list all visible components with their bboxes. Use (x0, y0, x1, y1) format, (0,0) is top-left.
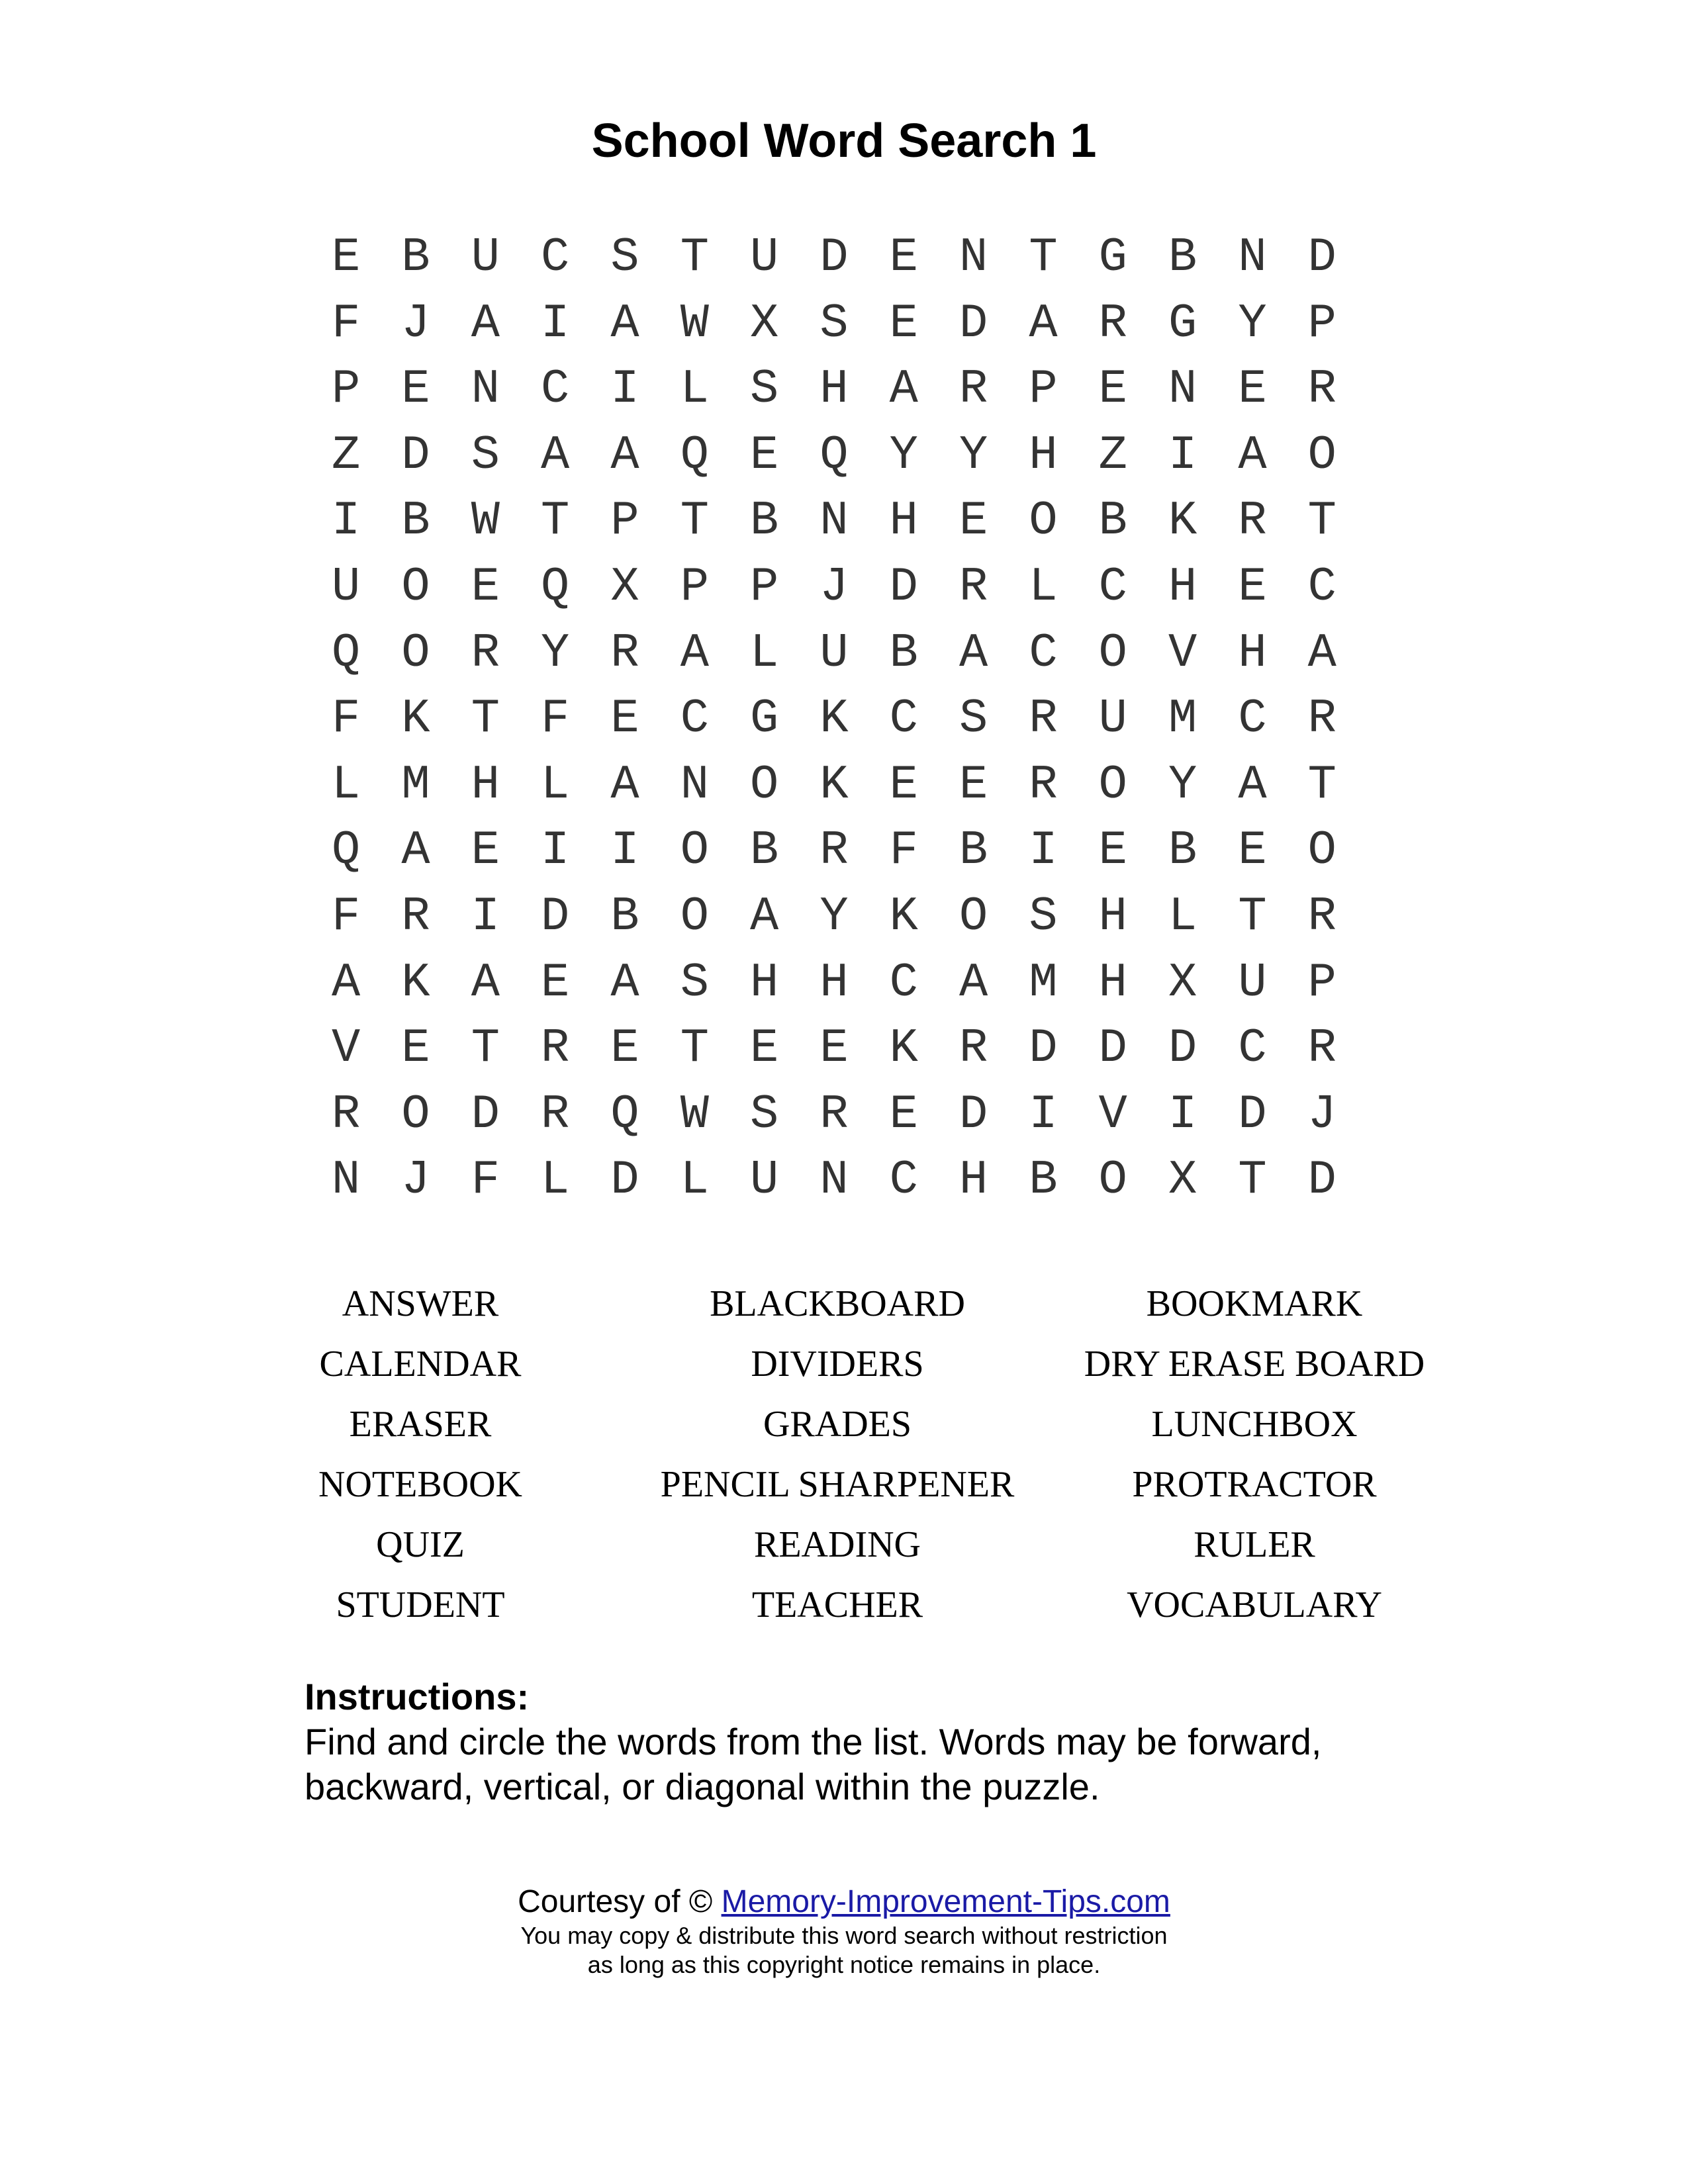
grid-letter[interactable]: L (1029, 559, 1058, 614)
grid-letter[interactable]: O (401, 1087, 430, 1142)
grid-letter[interactable]: B (889, 625, 918, 680)
word-list-item: BOOKMARK (1146, 1283, 1363, 1324)
grid-letter[interactable]: D (1238, 1087, 1267, 1142)
grid-letter[interactable]: D (471, 1087, 500, 1142)
grid-letter[interactable]: A (610, 296, 639, 351)
grid-letter[interactable]: H (1168, 559, 1197, 614)
word-list-item: BLACKBOARD (710, 1283, 965, 1324)
grid-letter[interactable]: D (959, 296, 988, 351)
grid-letter[interactable]: R (959, 362, 988, 417)
grid-letter[interactable]: I (1168, 428, 1197, 482)
grid-row (311, 291, 1357, 357)
grid-letter[interactable]: Q (610, 1087, 639, 1142)
grid-letter[interactable]: Y (820, 889, 849, 944)
grid-letter[interactable]: J (1307, 1087, 1336, 1142)
grid-letter[interactable]: A (1029, 296, 1058, 351)
grid-letter[interactable]: U (750, 230, 779, 285)
grid-letter[interactable]: Q (541, 559, 570, 614)
website-link[interactable]: Memory-Improvement-Tips.com (721, 1884, 1170, 1919)
grid-letter[interactable]: I (610, 823, 639, 878)
grid-letter[interactable]: V (1098, 1087, 1127, 1142)
grid-letter[interactable]: I (1168, 1087, 1197, 1142)
grid-letter[interactable]: R (1307, 889, 1336, 944)
grid-letter[interactable]: M (1168, 692, 1197, 747)
grid-letter[interactable]: O (750, 757, 779, 812)
grid-letter[interactable]: O (1098, 1153, 1127, 1208)
grid-letter[interactable]: F (332, 296, 361, 351)
grid-letter[interactable]: X (1168, 955, 1197, 1010)
grid-letter[interactable]: P (332, 362, 361, 417)
grid-letter[interactable]: O (1307, 428, 1336, 482)
grid-letter[interactable]: C (1098, 559, 1127, 614)
grid-letter[interactable]: E (889, 1087, 918, 1142)
instructions-line-1: Find and circle the words from the list. Words may be forward, (305, 1721, 1322, 1762)
grid-letter[interactable]: R (1238, 494, 1267, 549)
grid-letter[interactable]: E (401, 1021, 430, 1076)
grid-letter[interactable]: B (1168, 823, 1197, 878)
grid-letter[interactable]: Y (889, 428, 918, 482)
grid-letter[interactable]: D (401, 428, 430, 482)
grid-letter[interactable]: E (541, 955, 570, 1010)
grid-letter[interactable]: S (1029, 889, 1058, 944)
grid-letter[interactable]: D (1307, 1153, 1336, 1208)
grid-letter[interactable]: N (820, 1153, 849, 1208)
grid-letter[interactable]: B (1168, 230, 1197, 285)
grid-letter[interactable]: R (1307, 362, 1336, 417)
grid-letter[interactable]: A (610, 757, 639, 812)
word-list-item: VOCABULARY (1127, 1584, 1382, 1625)
grid-letter[interactable]: K (889, 1021, 918, 1076)
grid-letter[interactable]: D (1168, 1021, 1197, 1076)
grid-letter[interactable]: U (750, 1153, 779, 1208)
grid-letter[interactable]: O (1098, 757, 1127, 812)
grid-letter[interactable]: H (1238, 625, 1267, 680)
word-list-item: PROTRACTOR (1132, 1464, 1377, 1505)
word-list-item: DIVIDERS (751, 1343, 924, 1385)
instructions-heading: Instructions: (305, 1676, 530, 1717)
grid-letter[interactable]: I (610, 362, 639, 417)
grid-letter[interactable]: R (471, 625, 500, 680)
grid-letter[interactable]: R (959, 1021, 988, 1076)
grid-letter[interactable]: T (1029, 230, 1058, 285)
grid-letter[interactable]: A (541, 428, 570, 482)
word-list-item: DRY ERASE BOARD (1084, 1343, 1425, 1385)
grid-row (311, 884, 1357, 950)
grid-letter[interactable]: D (959, 1087, 988, 1142)
grid-letter[interactable]: I (541, 296, 570, 351)
grid-letter[interactable]: V (1168, 625, 1197, 680)
grid-letter[interactable]: K (1168, 494, 1197, 549)
footer (0, 1883, 1688, 1979)
grid-letter[interactable]: H (471, 757, 500, 812)
grid-letter[interactable]: N (820, 494, 849, 549)
grid-row (311, 686, 1357, 752)
word-list-item: LUNCHBOX (1151, 1404, 1358, 1445)
grid-letter[interactable]: E (889, 230, 918, 285)
grid-letter[interactable]: F (332, 889, 361, 944)
grid-letter[interactable]: R (610, 625, 639, 680)
grid-letter[interactable]: V (332, 1021, 361, 1076)
word-list-row (0, 1575, 1688, 1635)
grid-letter[interactable]: U (1238, 955, 1267, 1010)
grid-row (311, 555, 1357, 621)
grid-letter[interactable]: Z (332, 428, 361, 482)
grid-letter[interactable]: R (1029, 757, 1058, 812)
grid-letter[interactable]: L (680, 362, 709, 417)
grid-row (311, 752, 1357, 819)
grid-letter[interactable]: T (1307, 757, 1336, 812)
grid-letter[interactable]: E (471, 823, 500, 878)
grid-letter[interactable]: E (820, 1021, 849, 1076)
grid-letter[interactable]: E (1098, 362, 1127, 417)
grid-letter[interactable]: R (820, 1087, 849, 1142)
grid-letter[interactable]: R (959, 559, 988, 614)
grid-letter[interactable]: C (1238, 692, 1267, 747)
grid-letter[interactable]: C (541, 362, 570, 417)
grid-letter[interactable]: S (610, 230, 639, 285)
grid-letter[interactable]: W (471, 494, 500, 549)
grid-letter[interactable]: R (1307, 1021, 1336, 1076)
grid-letter[interactable]: B (401, 494, 430, 549)
word-list-item: TEACHER (751, 1584, 923, 1625)
grid-letter[interactable]: P (750, 559, 779, 614)
grid-letter[interactable]: A (471, 296, 500, 351)
courtesy-prefix: Courtesy of © (518, 1884, 722, 1919)
word-list-item: ANSWER (342, 1283, 499, 1324)
grid-letter[interactable]: O (1029, 494, 1058, 549)
grid-letter[interactable]: A (680, 625, 709, 680)
grid-letter[interactable]: D (889, 559, 918, 614)
grid-letter[interactable]: A (471, 955, 500, 1010)
grid-letter[interactable]: O (680, 889, 709, 944)
copyright-notice-line-1: You may copy & distribute this word search without restriction (520, 1922, 1168, 1949)
word-list-item: NOTEBOOK (318, 1464, 522, 1505)
grid-letter[interactable]: N (471, 362, 500, 417)
grid-letter[interactable]: A (610, 428, 639, 482)
word-list-item: QUIZ (376, 1524, 465, 1565)
grid-row (311, 950, 1357, 1017)
grid-letter[interactable]: S (471, 428, 500, 482)
grid-letter[interactable]: P (680, 559, 709, 614)
grid-letter[interactable]: O (1098, 625, 1127, 680)
word-list-item: GRADES (763, 1404, 912, 1445)
grid-letter[interactable]: B (1098, 494, 1127, 549)
word-list (0, 1274, 1688, 1635)
grid-row (311, 1148, 1357, 1214)
grid-letter[interactable]: E (610, 692, 639, 747)
grid-letter[interactable]: H (1029, 428, 1058, 482)
grid-letter[interactable]: Y (1238, 296, 1267, 351)
grid-letter[interactable]: A (750, 889, 779, 944)
grid-letter[interactable]: N (959, 230, 988, 285)
grid-letter[interactable]: P (1307, 296, 1336, 351)
grid-letter[interactable]: T (1238, 1153, 1267, 1208)
grid-letter[interactable]: S (750, 362, 779, 417)
grid-letter[interactable]: F (889, 823, 918, 878)
grid-letter[interactable]: Y (1168, 757, 1197, 812)
grid-letter[interactable]: Y (541, 625, 570, 680)
grid-letter[interactable]: H (820, 955, 849, 1010)
grid-letter[interactable]: H (1098, 889, 1127, 944)
grid-letter[interactable]: A (959, 625, 988, 680)
grid-letter[interactable]: A (959, 955, 988, 1010)
word-list-item: READING (754, 1524, 921, 1565)
grid-letter[interactable]: U (332, 559, 361, 614)
grid-letter[interactable]: A (1307, 625, 1336, 680)
grid-row (311, 423, 1357, 489)
grid-letter[interactable]: E (610, 1021, 639, 1076)
grid-letter[interactable]: L (1168, 889, 1197, 944)
grid-letter[interactable]: X (750, 296, 779, 351)
grid-letter[interactable]: T (680, 494, 709, 549)
word-list-item: CALENDAR (319, 1343, 522, 1385)
grid-letter[interactable]: C (680, 692, 709, 747)
grid-letter[interactable]: C (889, 1153, 918, 1208)
grid-letter[interactable]: B (1029, 1153, 1058, 1208)
grid-row (311, 225, 1357, 291)
grid-letter[interactable]: I (332, 494, 361, 549)
grid-letter[interactable]: K (401, 955, 430, 1010)
grid-letter[interactable]: E (959, 494, 988, 549)
grid-letter[interactable]: C (541, 230, 570, 285)
grid-letter[interactable]: A (1238, 428, 1267, 482)
grid-row (311, 1016, 1357, 1082)
grid-letter[interactable]: D (541, 889, 570, 944)
grid-letter[interactable]: E (750, 428, 779, 482)
grid-row (311, 357, 1357, 423)
grid-letter[interactable]: E (889, 296, 918, 351)
grid-letter[interactable]: O (401, 625, 430, 680)
grid-letter[interactable]: S (750, 1087, 779, 1142)
grid-letter[interactable]: F (471, 1153, 500, 1208)
grid-letter[interactable]: N (1168, 362, 1197, 417)
grid-letter[interactable]: O (401, 559, 430, 614)
grid-letter[interactable]: P (610, 494, 639, 549)
grid-letter[interactable]: G (1168, 296, 1197, 351)
grid-letter[interactable]: B (401, 230, 430, 285)
grid-letter[interactable]: Q (332, 625, 361, 680)
grid-letter[interactable]: L (750, 625, 779, 680)
grid-letter[interactable]: R (1029, 692, 1058, 747)
copyright-notice-line-2: as long as this copyright notice remains in place. (587, 1951, 1101, 1978)
grid-letter[interactable]: U (820, 625, 849, 680)
grid-letter[interactable]: H (959, 1153, 988, 1208)
grid-letter[interactable]: W (680, 1087, 709, 1142)
grid-letter[interactable]: C (889, 955, 918, 1010)
grid-letter[interactable]: H (750, 955, 779, 1010)
grid-letter[interactable]: I (541, 823, 570, 878)
grid-letter[interactable]: R (541, 1021, 570, 1076)
grid-letter[interactable]: T (680, 230, 709, 285)
grid-letter[interactable]: P (1307, 955, 1336, 1010)
grid-letter[interactable]: O (680, 823, 709, 878)
grid-letter[interactable]: R (541, 1087, 570, 1142)
grid-letter[interactable]: Z (1098, 428, 1127, 482)
grid-letter[interactable]: B (750, 494, 779, 549)
grid-letter[interactable]: H (820, 362, 849, 417)
grid-letter[interactable]: E (750, 1021, 779, 1076)
grid-letter[interactable]: I (1029, 823, 1058, 878)
grid-letter[interactable]: F (332, 692, 361, 747)
grid-letter[interactable]: U (1098, 692, 1127, 747)
courtesy-line (0, 1883, 1688, 1921)
grid-letter[interactable]: M (1029, 955, 1058, 1010)
grid-letter[interactable]: Y (959, 428, 988, 482)
grid-letter[interactable]: Q (332, 823, 361, 878)
grid-letter[interactable]: E (1238, 362, 1267, 417)
grid-row (311, 818, 1357, 884)
grid-letter[interactable]: T (541, 494, 570, 549)
grid-letter[interactable]: H (889, 494, 918, 549)
grid-letter[interactable]: A (889, 362, 918, 417)
grid-letter[interactable]: K (820, 692, 849, 747)
grid-letter[interactable]: J (401, 1153, 430, 1208)
grid-letter[interactable]: I (471, 889, 500, 944)
grid-letter[interactable]: R (1307, 692, 1336, 747)
page-title: School Word Search 1 (591, 114, 1097, 167)
grid-letter[interactable]: I (1029, 1087, 1058, 1142)
grid-letter[interactable]: E (332, 230, 361, 285)
grid-letter[interactable]: S (959, 692, 988, 747)
grid-letter[interactable]: Q (820, 428, 849, 482)
grid-row (311, 488, 1357, 555)
grid-letter[interactable]: T (1238, 889, 1267, 944)
grid-letter[interactable]: T (1307, 494, 1336, 549)
grid-letter[interactable]: G (750, 692, 779, 747)
grid-letter[interactable]: W (680, 296, 709, 351)
grid-letter[interactable]: L (541, 1153, 570, 1208)
grid-letter[interactable]: N (332, 1153, 361, 1208)
word-list-row (0, 1334, 1688, 1394)
grid-letter[interactable]: R (1098, 296, 1127, 351)
grid-letter[interactable]: J (820, 559, 849, 614)
grid-letter[interactable]: E (1098, 823, 1127, 878)
word-list-row (0, 1515, 1688, 1575)
grid-letter[interactable]: A (401, 823, 430, 878)
grid-row (311, 621, 1357, 687)
grid-letter[interactable]: P (1029, 362, 1058, 417)
grid-letter[interactable]: T (471, 692, 500, 747)
grid-letter[interactable]: A (1238, 757, 1267, 812)
grid-letter[interactable]: C (1238, 1021, 1267, 1076)
grid-letter[interactable]: E (1238, 823, 1267, 878)
grid-letter[interactable]: D (1029, 1021, 1058, 1076)
grid-letter[interactable]: N (1238, 230, 1267, 285)
grid-letter[interactable]: A (610, 955, 639, 1010)
grid-letter[interactable]: D (820, 230, 849, 285)
grid-letter[interactable]: M (401, 757, 430, 812)
grid-letter[interactable]: E (1238, 559, 1267, 614)
grid-letter[interactable]: T (471, 1021, 500, 1076)
grid-letter[interactable]: S (820, 296, 849, 351)
grid-letter[interactable]: L (332, 757, 361, 812)
grid-letter[interactable]: D (1307, 230, 1336, 285)
grid-letter[interactable]: D (610, 1153, 639, 1208)
word-search-grid (311, 225, 1357, 1214)
word-list-row (0, 1394, 1688, 1455)
grid-row (311, 1082, 1357, 1148)
word-list-item: PENCIL SHARPENER (660, 1464, 1015, 1505)
word-list-item: ERASER (349, 1404, 492, 1445)
grid-letter[interactable]: B (750, 823, 779, 878)
grid-letter[interactable]: C (889, 692, 918, 747)
grid-letter[interactable]: T (680, 1021, 709, 1076)
grid-letter[interactable]: X (1168, 1153, 1197, 1208)
grid-letter[interactable]: H (1098, 955, 1127, 1010)
grid-letter[interactable]: X (610, 559, 639, 614)
grid-letter[interactable]: R (332, 1087, 361, 1142)
instructions (305, 1674, 1430, 1809)
grid-letter[interactable]: E (959, 757, 988, 812)
grid-letter[interactable]: K (889, 889, 918, 944)
grid-letter[interactable]: E (471, 559, 500, 614)
grid-letter[interactable]: O (1307, 823, 1336, 878)
grid-letter[interactable]: R (401, 889, 430, 944)
grid-letter[interactable]: D (1098, 1021, 1127, 1076)
grid-letter[interactable]: C (1307, 559, 1336, 614)
grid-letter[interactable]: G (1098, 230, 1127, 285)
instructions-line-2: backward, vertical, or diagonal within the puzzle. (305, 1766, 1100, 1807)
grid-letter[interactable]: J (401, 296, 430, 351)
grid-letter[interactable]: E (401, 362, 430, 417)
grid-letter[interactable]: F (541, 692, 570, 747)
grid-letter[interactable]: B (959, 823, 988, 878)
word-list-row (0, 1274, 1688, 1334)
word-list-row (0, 1455, 1688, 1515)
word-list-item: STUDENT (336, 1584, 505, 1625)
grid-letter[interactable]: U (471, 230, 500, 285)
word-list-item: RULER (1194, 1524, 1315, 1565)
grid-letter[interactable]: O (959, 889, 988, 944)
grid-letter[interactable]: R (820, 823, 849, 878)
grid-letter[interactable]: L (541, 757, 570, 812)
grid-letter[interactable]: C (1029, 625, 1058, 680)
grid-letter[interactable]: Q (680, 428, 709, 482)
grid-letter[interactable]: A (332, 955, 361, 1010)
grid-letter[interactable]: S (680, 955, 709, 1010)
grid-letter[interactable]: K (401, 692, 430, 747)
grid-letter[interactable]: E (889, 757, 918, 812)
grid-letter[interactable]: K (820, 757, 849, 812)
grid-letter[interactable]: L (680, 1153, 709, 1208)
grid-letter[interactable]: B (610, 889, 639, 944)
grid-letter[interactable]: N (680, 757, 709, 812)
